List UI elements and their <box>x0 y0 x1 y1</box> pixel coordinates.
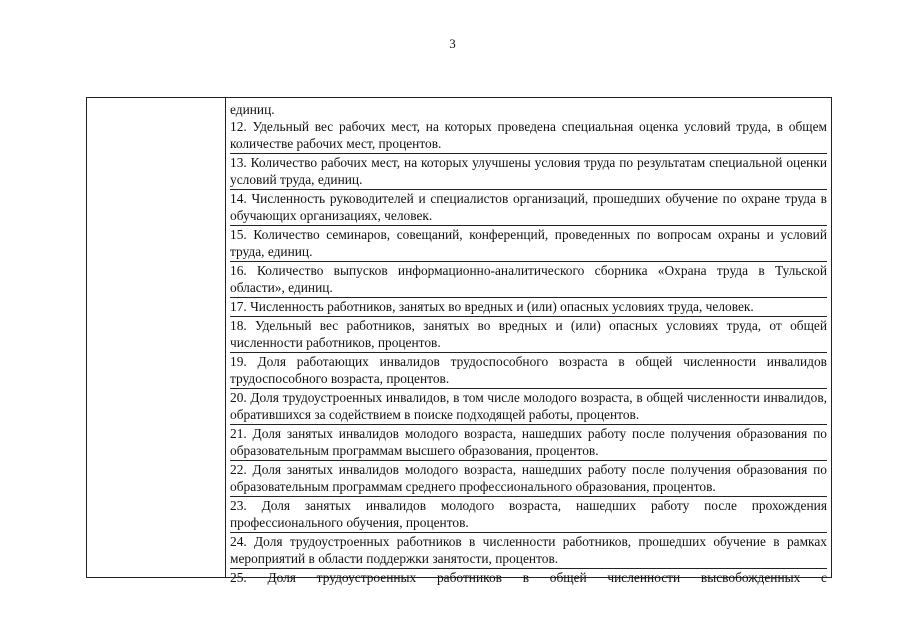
indicator-row-19: 19. Доля работающих инвалидов трудоспособного возраста в общей численности инвалидов трудоспособного возраста, процентов. <box>230 353 827 389</box>
indicator-row-12: единиц. 12. Удельный вес рабочих мест, на которых проведена специальная оценка условий труда, в общем количестве рабочих мест, процентов. <box>230 101 827 154</box>
indicator-row-24: 24. Доля трудоустроенных работников в численности работников, прошедших обучение в рамках мероприятий в области поддержки занятости, процентов. <box>230 533 827 569</box>
indicator-row-15: 15. Количество семинаров, совещаний, конференций, проведенных по вопросам охраны и условий труда, единиц. <box>230 226 827 262</box>
indicator-row-22: 22. Доля занятых инвалидов молодого возраста, нашедших работу после получения образования по образовательным программам среднего профессионального образования, процентов. <box>230 461 827 497</box>
indicator-row-14: 14. Численность руководителей и специалистов организаций, прошедших обучение по охране труда в обучающих организациях, человек. <box>230 190 827 226</box>
table-right-column <box>226 98 831 585</box>
page-number: 3 <box>449 36 456 51</box>
indicator-row-25: 25. Доля трудоустроенных работников в общей численности высвобожденных с <box>230 570 827 585</box>
indicator-row-20: 20. Доля трудоустроенных инвалидов, в том числе молодого возраста, в общей численности инвалидов, обратившихся за содействием в поиске подходящей работы, процентов. <box>230 389 827 425</box>
indicator-row-13: 13. Количество рабочих мест, на которых улучшены условия труда по результатам специальной оценки условий труда, единиц. <box>230 154 827 190</box>
table-left-column <box>87 98 226 577</box>
indicator-row-23: 23. Доля занятых инвалидов молодого возраста, нашедших работу после прохождения профессионального обучения, процентов. <box>230 497 827 533</box>
indicator-row-21: 21. Доля занятых инвалидов молодого возраста, нашедших работу после получения образования по образовательным программам высшего образования, процентов. <box>230 425 827 461</box>
indicator-row-16: 16. Количество выпусков информационно-аналитического сборника «Охрана труда в Тульской области», единиц. <box>230 262 827 298</box>
indicator-table <box>86 97 832 585</box>
indicator-row-17: 17. Численность работников, занятых во вредных и (или) опасных условиях труда, человек. <box>230 298 827 317</box>
indicator-row-18: 18. Удельный вес работников, занятых во вредных и (или) опасных условиях труда, от общей численности работников, процентов. <box>230 317 827 353</box>
